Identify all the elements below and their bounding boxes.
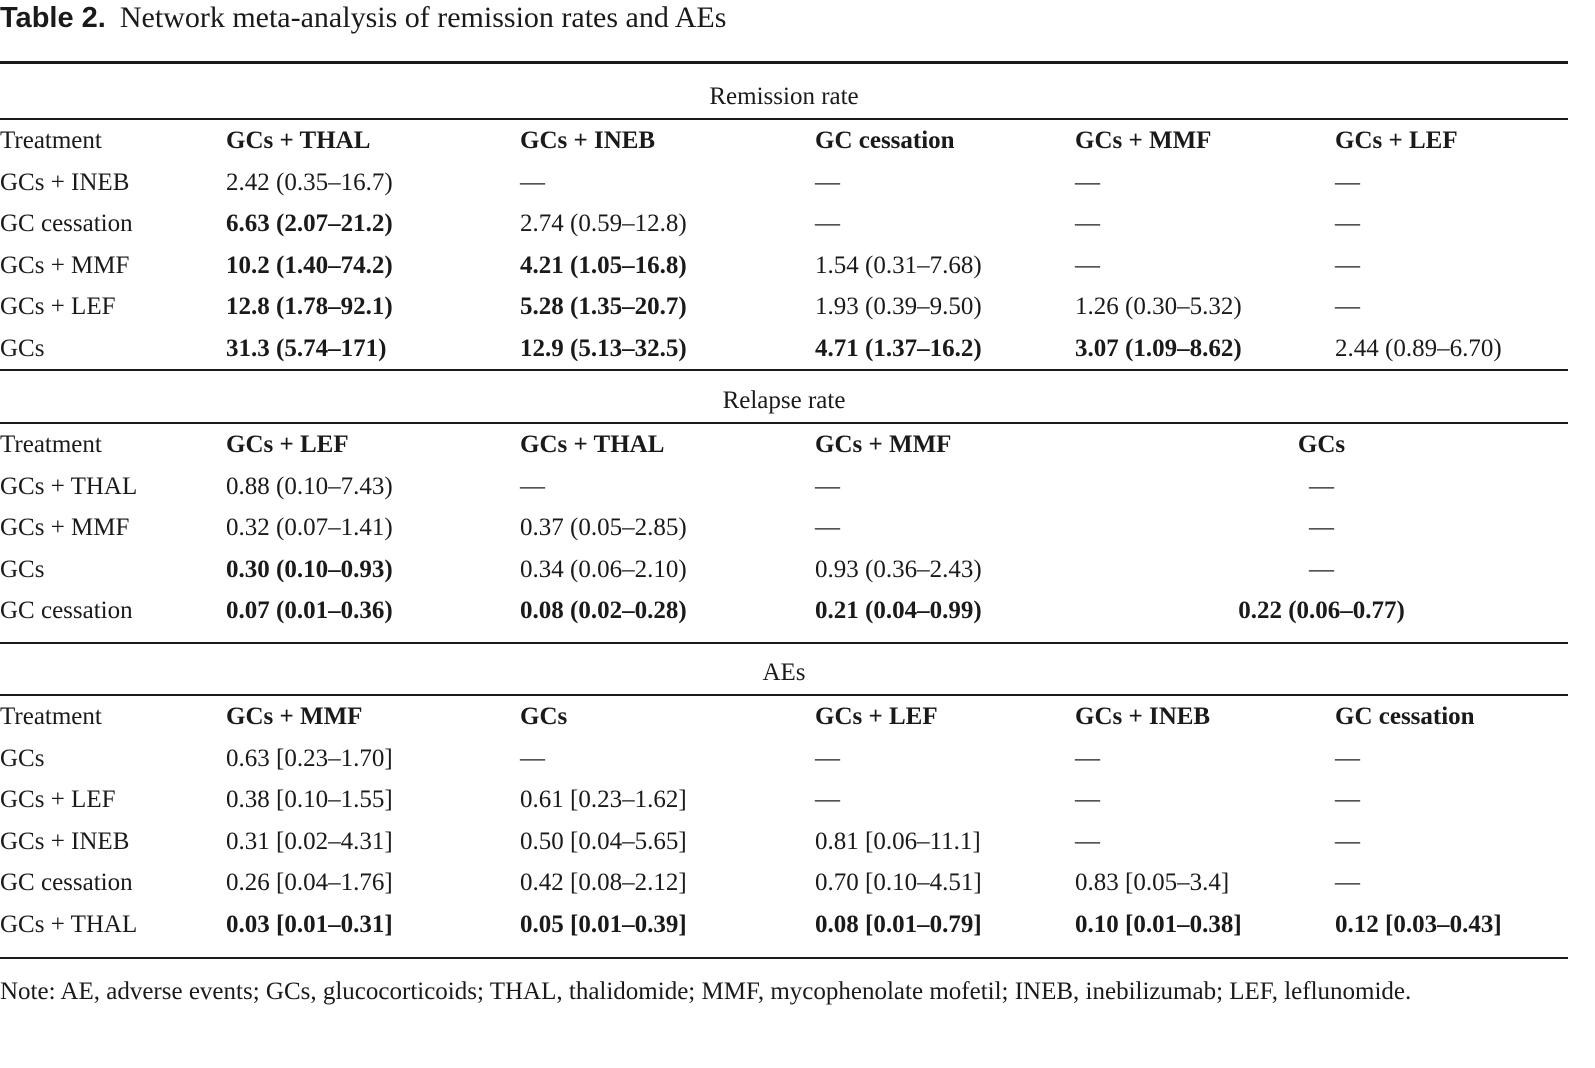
table-row	[0, 245, 1568, 287]
table-cell: —	[815, 472, 840, 500]
header-cell: GCs + THAL	[226, 127, 371, 154]
table-cell: 1.93 (0.39–9.50)	[815, 293, 982, 321]
table-cell: —	[1075, 827, 1100, 855]
row-label: GCs + THAL	[0, 910, 138, 938]
table-row	[0, 549, 1568, 591]
row-label: GC cessation	[0, 597, 133, 625]
header-cell: GCs + INEB	[520, 127, 656, 154]
table-row	[0, 590, 1568, 632]
table-cell: —	[1335, 786, 1360, 814]
row-label: GCs + LEF	[0, 786, 116, 814]
row-label: GC cessation	[0, 210, 133, 238]
table-cell: —	[1309, 514, 1335, 542]
table-cell: —	[1335, 168, 1360, 196]
table-cell: 5.28 (1.35–20.7)	[520, 293, 687, 321]
table-cell: —	[1075, 744, 1100, 772]
aes-header-row	[0, 695, 1568, 738]
table-row	[0, 738, 1568, 780]
header-cell: GCs + LEF	[1335, 127, 1458, 154]
table-cell: 0.12 [0.03–0.43]	[1335, 910, 1502, 938]
table-row	[0, 821, 1568, 863]
table-cell: 0.32 (0.07–1.41)	[226, 514, 393, 542]
header-cell: Treatment	[0, 431, 102, 458]
table-row	[0, 904, 1568, 946]
table-cell: —	[1075, 786, 1100, 814]
table-cell: 2.44 (0.89–6.70)	[1335, 334, 1502, 362]
remission-table	[0, 76, 1568, 370]
row-label: GCs + MMF	[0, 514, 130, 542]
table-cell: 0.30 (0.10–0.93)	[226, 555, 393, 583]
table-cell: 0.07 (0.01–0.36)	[226, 597, 393, 625]
row-label: GCs + INEB	[0, 827, 130, 855]
table-cell: 0.10 [0.01–0.38]	[1075, 910, 1242, 938]
header-cell: Treatment	[0, 127, 102, 154]
table-cell: 4.21 (1.05–16.8)	[520, 251, 687, 279]
table-cell: 0.83 [0.05–3.4]	[1075, 869, 1230, 897]
header-cell: GCs + MMF	[1075, 127, 1212, 154]
table-cell: 0.08 (0.02–0.28)	[520, 597, 687, 625]
table-cell: —	[815, 786, 840, 814]
aes-section-title: AEs	[0, 652, 1568, 695]
table-cell: 0.42 [0.08–2.12]	[520, 869, 687, 897]
top-rule	[0, 61, 1568, 64]
table-cell: —	[1335, 827, 1360, 855]
table-cell: —	[1075, 210, 1100, 238]
table-cell: 3.07 (1.09–8.62)	[1075, 334, 1242, 362]
table-row	[0, 862, 1568, 904]
table-row	[0, 507, 1568, 549]
table-cell: 0.08 [0.01–0.79]	[815, 910, 982, 938]
table-cell: 1.54 (0.31–7.68)	[815, 251, 982, 279]
table-cell: —	[815, 168, 840, 196]
table-cell: —	[520, 168, 545, 196]
table-footnote: Note: AE, adverse events; GCs, glucocorticoids; THAL, thalidomide; MMF, mycophenolate mofetil; INEB, inebilizumab; LEF, leflunomide.	[0, 978, 1412, 1005]
table-cell: 0.63 [0.23–1.70]	[226, 744, 393, 772]
table-cell: 0.37 (0.05–2.85)	[520, 514, 687, 542]
table-cell: —	[1075, 251, 1100, 279]
table-cell: 0.03 [0.01–0.31]	[226, 910, 393, 938]
table-cell: 0.93 (0.36–2.43)	[815, 555, 982, 583]
table-cell: 0.38 [0.10–1.55]	[226, 786, 393, 814]
row-label: GC cessation	[0, 869, 133, 897]
header-cell: GCs	[1297, 431, 1346, 458]
relapse-table	[0, 380, 1568, 632]
row-label: GCs + LEF	[0, 293, 116, 321]
row-label: GCs	[0, 334, 45, 362]
table-cell: 0.61 [0.23–1.62]	[520, 786, 687, 814]
row-label: GCs + THAL	[0, 472, 138, 500]
table-cell: —	[520, 472, 545, 500]
table-row	[0, 779, 1568, 821]
relapse-section-title: Relapse rate	[0, 380, 1568, 423]
table-row	[0, 328, 1568, 370]
table-cell: 1.26 (0.30–5.32)	[1075, 293, 1242, 321]
remission-section-row	[0, 76, 1568, 119]
table-cell: 0.88 (0.10–7.43)	[226, 472, 393, 500]
table-cell: 0.05 [0.01–0.39]	[520, 910, 687, 938]
table-cell: 10.2 (1.40–74.2)	[226, 251, 393, 279]
remission-header-row	[0, 119, 1568, 162]
table-caption	[0, 0, 726, 40]
header-cell: GCs + MMF	[815, 431, 952, 458]
table-cell: 2.74 (0.59–12.8)	[520, 210, 687, 238]
table-row	[0, 466, 1568, 508]
row-label: GCs	[0, 555, 45, 583]
table-cell: —	[1075, 168, 1100, 196]
table-cell: —	[815, 514, 840, 542]
header-cell: GCs + THAL	[520, 431, 665, 458]
table-cell: —	[1335, 293, 1360, 321]
header-cell: GCs + LEF	[226, 431, 349, 458]
relapse-header-row	[0, 423, 1568, 466]
header-cell: GCs	[520, 703, 568, 730]
header-cell: GCs + INEB	[1075, 703, 1211, 730]
table-cell: 12.9 (5.13–32.5)	[520, 334, 687, 362]
aes-section-row	[0, 652, 1568, 695]
table-cell: —	[1335, 744, 1360, 772]
table-cell: 0.81 [0.06–11.1]	[815, 827, 981, 855]
table-cell: 0.34 (0.06–2.10)	[520, 555, 687, 583]
section-rule	[0, 642, 1568, 644]
table-cell: 0.50 [0.04–5.65]	[520, 827, 687, 855]
table-cell: —	[815, 210, 840, 238]
table-cell: 0.31 [0.02–4.31]	[226, 827, 393, 855]
table-cell: 0.21 (0.04–0.99)	[815, 597, 982, 625]
table-label: Table 2.	[0, 2, 106, 34]
table-row	[0, 203, 1568, 245]
aes-table	[0, 652, 1568, 946]
header-cell: Treatment	[0, 703, 102, 730]
table-cell: —	[1335, 869, 1360, 897]
table-cell: 2.42 (0.35–16.7)	[226, 168, 393, 196]
table-cell: 0.22 (0.06–0.77)	[1238, 597, 1405, 625]
table-cell: 0.70 [0.10–4.51]	[815, 869, 982, 897]
table-title: Network meta-analysis of remission rates and AEs	[119, 1, 727, 34]
table-cell: —	[1309, 555, 1335, 583]
section-rule	[0, 369, 1568, 371]
row-label: GCs + MMF	[0, 251, 130, 279]
remission-section-title: Remission rate	[0, 76, 1568, 119]
header-cell: GCs + MMF	[226, 703, 363, 730]
table-cell: 0.26 [0.04–1.76]	[226, 869, 393, 897]
bottom-rule	[0, 957, 1568, 959]
row-label: GCs	[0, 744, 45, 772]
table-cell: 12.8 (1.78–92.1)	[226, 293, 393, 321]
table-cell: —	[1335, 210, 1360, 238]
header-cell: GC cessation	[815, 127, 955, 154]
header-cell: GCs + LEF	[815, 703, 938, 730]
table-cell: 4.71 (1.37–16.2)	[815, 334, 982, 362]
row-label: GCs + INEB	[0, 168, 130, 196]
table-cell: —	[520, 744, 545, 772]
table-cell: —	[1309, 472, 1335, 500]
table-row	[0, 162, 1568, 204]
relapse-section-row	[0, 380, 1568, 423]
table-cell: —	[815, 744, 840, 772]
table-cell: 31.3 (5.74–171)	[226, 334, 387, 362]
header-cell: GC cessation	[1335, 703, 1475, 730]
table-row	[0, 286, 1568, 328]
table-cell: —	[1335, 251, 1360, 279]
table-cell: 6.63 (2.07–21.2)	[226, 210, 393, 238]
